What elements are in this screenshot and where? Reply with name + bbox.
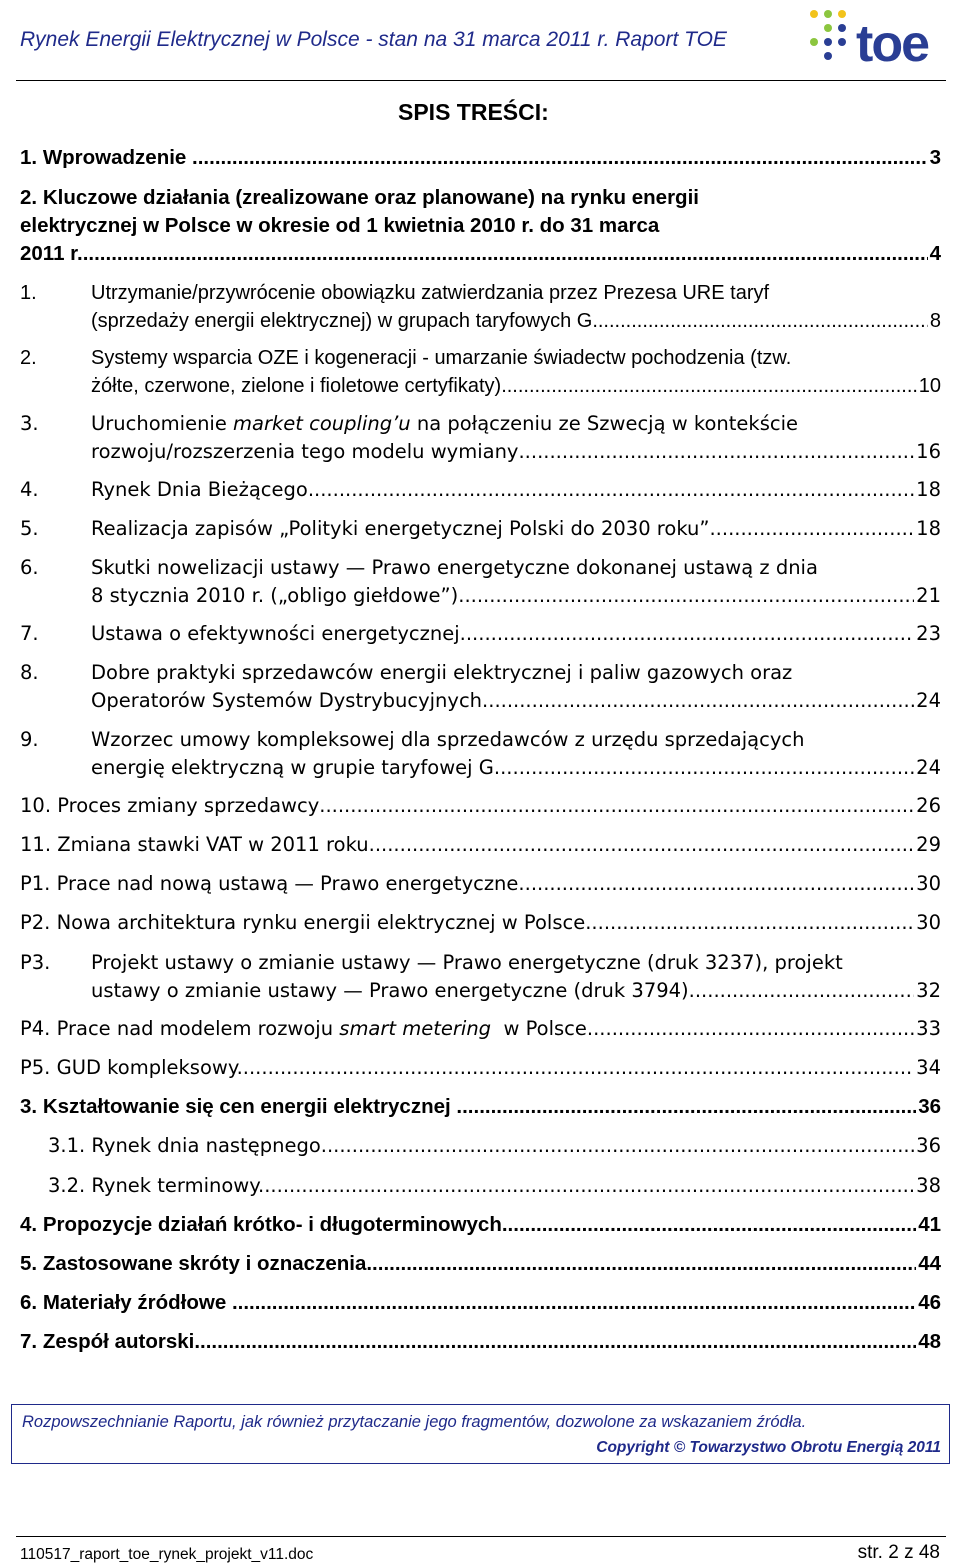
- toc-entry-number: 6.: [20, 1291, 38, 1314]
- toc-entry-number: 11.: [20, 833, 52, 856]
- toc-entry-page: 36: [918, 1095, 941, 1118]
- leader-dots: [369, 831, 915, 859]
- toc-entry-page: 41: [918, 1213, 941, 1236]
- toc-entry-label: w Polsce: [491, 1017, 587, 1040]
- toc-entry-number: 7.: [20, 622, 39, 645]
- leader-dots: [321, 1132, 914, 1160]
- toc-entry[interactable]: [20, 1132, 941, 1160]
- leader-dots: [502, 1211, 916, 1239]
- toc-entry-page: 16: [916, 440, 941, 463]
- leader-dots: [319, 792, 914, 820]
- toc-entry-label: energię elektryczną w grupie taryfowej G.: [91, 756, 501, 779]
- leader-dots: [460, 620, 915, 648]
- toc-entry-number: 1.: [20, 146, 38, 169]
- toc-entry[interactable]: [20, 831, 941, 859]
- header-title: Rynek Energii Elektrycznej w Polsce - stan na 31 marca 2011 r. Raport TOE: [20, 28, 727, 51]
- logo-dot: [824, 38, 832, 46]
- toc-entry-label: Zmiana stawki VAT w 2011 roku: [57, 833, 369, 856]
- logo-text: toe: [856, 15, 928, 73]
- toc-entry[interactable]: [20, 1289, 941, 1317]
- toc-entry-label: ustawy o zmianie ustawy — Prawo energetyczne (druk 3794).: [91, 979, 695, 1002]
- leader-dots: [518, 438, 914, 466]
- toc-entry-label: Ustawa o efektywności energetycznej: [91, 622, 460, 645]
- toc-entry-label: GUD kompleksowy.: [56, 1056, 243, 1079]
- toc-entry-number: 3.: [20, 1095, 38, 1118]
- toc-entry-page: 34: [916, 1056, 941, 1079]
- toc-entry-label: Kluczowe działania (zrealizowane oraz planowane) na rynku energii: [42, 186, 699, 209]
- toc-entry-label: Skutki nowelizacji ustawy — Prawo energetyczne dokonanej ustawą z dnia: [91, 556, 818, 579]
- toc-entry-label: Systemy wsparcia OZE i kogeneracji - umarzanie świadectw pochodzenia (tzw.: [91, 347, 792, 369]
- leader-dots: [308, 476, 914, 504]
- toc-entry-label: Wprowadzenie: [42, 146, 187, 169]
- document-filename: 110517_raport_toe_rynek_projekt_v11.doc: [20, 1546, 314, 1563]
- toc-entry-number: 2.: [20, 347, 37, 369]
- leader-dots: [192, 144, 928, 172]
- toc-entry-number: 3.1.: [48, 1134, 86, 1157]
- footer-notice-box: [11, 1404, 950, 1464]
- toc-entry-label: Rynek Dnia Bieżącego: [91, 478, 308, 501]
- toc-entry-label: na połączeniu ze Szwecją w kontekście: [410, 412, 799, 435]
- leader-dots: [243, 1054, 914, 1082]
- toc-entry-label: żółte, czerwone, zielone i fioletowe certyfikaty): [91, 375, 502, 397]
- leader-dots: [264, 1172, 914, 1200]
- toc-entry[interactable]: [20, 144, 941, 172]
- logo-dot: [810, 38, 818, 46]
- toc-entry-page: 4: [929, 242, 941, 265]
- toc-entry-label: Prace nad nową ustawą — Prawo energetyczne: [56, 872, 519, 895]
- toc-entry-number: P1.: [20, 872, 51, 895]
- toc-entry[interactable]: [20, 792, 941, 820]
- toc-entry-page: 18: [916, 517, 941, 540]
- toc-entry-label: Operatorów Systemów Dystrybucyjnych: [91, 689, 483, 712]
- leader-dots: [501, 372, 917, 400]
- toc-entry-number: 3.2.: [48, 1174, 86, 1197]
- toc-entry-number: 10.: [20, 794, 52, 817]
- toc-entry-label: elektrycznej w Polsce w okresie od 1 kwietnia 2010 r. do 31 marca: [20, 214, 660, 237]
- leader-dots: [592, 307, 928, 335]
- toc-entry[interactable]: [20, 515, 941, 543]
- toc-entry[interactable]: [20, 620, 941, 648]
- toc-entry-page: 48: [918, 1330, 941, 1353]
- leader-dots: [587, 1015, 914, 1043]
- toc-entry-label: (sprzedaży energii elektrycznej) w grupach taryfowych G: [91, 310, 593, 332]
- logo-dot: [838, 24, 846, 32]
- logo-dot: [838, 38, 846, 46]
- toc-entry[interactable]: [20, 476, 941, 504]
- leader-dots: [695, 977, 914, 1005]
- toc-entry-label-italic: smart metering: [339, 1017, 492, 1040]
- toc-entry[interactable]: [20, 554, 941, 610]
- leader-dots: [232, 1289, 916, 1317]
- toc-entry-number: 1.: [20, 282, 37, 304]
- footer-copyright: Copyright © Towarzystwo Obrotu Energią 2011: [596, 1439, 941, 1456]
- toc-entry-page: 24: [916, 689, 941, 712]
- toc-entry-page: 44: [918, 1252, 941, 1275]
- toc-entry-label: Dobre praktyki sprzedawców energii elektrycznej i paliw gazowych oraz: [91, 661, 793, 684]
- toc-entry-label: Kształtowanie się cen energii elektrycznej: [42, 1095, 451, 1118]
- logo-dot: [838, 10, 846, 18]
- toc-entry-number: 5.: [20, 1252, 38, 1275]
- toc-title: SPIS TREŚCI:: [398, 99, 549, 125]
- toc-entry-label: Realizacja zapisów „Polityki energetycznej Polski do 2030 roku”: [91, 517, 710, 540]
- toc-entry-page: 38: [916, 1174, 941, 1197]
- toc-entry-page: 24: [916, 756, 941, 779]
- toc-entry[interactable]: [20, 184, 941, 268]
- toc-entry-label: Zespół autorski: [42, 1330, 195, 1353]
- toc-entry[interactable]: [20, 909, 941, 937]
- toe-logo: [804, 4, 954, 73]
- toc-entry-number: 5.: [20, 517, 39, 540]
- logo-dot: [824, 52, 832, 60]
- leader-dots: [458, 582, 914, 610]
- logo-dot: [824, 24, 832, 32]
- toc-entry-page: 8: [929, 310, 941, 332]
- toc-entry-number: P2.: [20, 911, 51, 934]
- toc-entry[interactable]: [20, 659, 941, 715]
- toc-entry-page: 21: [916, 584, 941, 607]
- toc-entry-page: 30: [916, 872, 941, 895]
- toc-entry-label: Projekt ustawy o zmianie ustawy — Prawo energetyczne (druk 3237), projekt: [91, 951, 843, 974]
- toc-entry-page: 23: [916, 622, 941, 645]
- page-number: str. 2 z 48: [857, 1542, 940, 1563]
- leader-dots: [366, 1250, 916, 1278]
- footer-note: Rozpowszechnianie Raportu, jak również przytaczanie jego fragmentów, dozwolone za wskazaniem źródła.: [22, 1413, 807, 1431]
- toc-entry[interactable]: [20, 410, 941, 466]
- toc-entry-page: 3: [929, 146, 941, 169]
- toc-entry-label: Nowa architektura rynku energii elektrycznej w Polsce.: [56, 911, 592, 934]
- leader-dots: [500, 754, 914, 782]
- leader-dots: [456, 1093, 916, 1121]
- leader-dots: [709, 515, 914, 543]
- toc-entry-number: P4.: [20, 1017, 51, 1040]
- toc-entry-label: Propozycje działań krótko- i długoterminowych: [42, 1213, 502, 1236]
- toc-entry[interactable]: [20, 870, 941, 898]
- toc-entry-number: P5.: [20, 1056, 51, 1079]
- toc-entry-label: Rynek dnia następnego: [91, 1134, 321, 1157]
- toc-entry-number: P3.: [20, 951, 51, 974]
- toc-entry-page: 36: [916, 1134, 941, 1157]
- logo-dot: [810, 10, 818, 18]
- leader-dots: [518, 870, 914, 898]
- toc-entry-label: 8 stycznia 2010 r. („obligo giełdowe”): [91, 584, 459, 607]
- toc-entry-label: Proces zmiany sprzedawcy: [57, 794, 320, 817]
- leader-dots: [591, 909, 914, 937]
- toc-entry-number: 2.: [20, 186, 38, 209]
- toc-entry[interactable]: [20, 1211, 941, 1239]
- toc-entry-page: 26: [916, 794, 941, 817]
- toc-entry-number: 3.: [20, 412, 39, 435]
- toc-entry-label: Prace nad modelem rozwoju: [56, 1017, 340, 1040]
- toc-entry-number: 6.: [20, 556, 39, 579]
- toc-entry[interactable]: [20, 1328, 941, 1356]
- toc-entry-page: 33: [916, 1017, 941, 1040]
- toc-entry[interactable]: [20, 726, 941, 782]
- toc-entry[interactable]: [20, 1250, 941, 1278]
- toc-entry-page: 18: [916, 478, 941, 501]
- toc-entry-page: 29: [916, 833, 941, 856]
- toc-entry-label: rozwoju/rozszerzenia tego modelu wymiany: [91, 440, 519, 463]
- toc-entry[interactable]: [20, 1054, 941, 1082]
- toc-entry[interactable]: [20, 1015, 941, 1043]
- header-divider: [16, 80, 946, 81]
- toc-entry-label: Materiały źródłowe: [42, 1291, 227, 1314]
- toc-entry-label: Uruchomienie: [91, 412, 234, 435]
- logo-dot: [824, 10, 832, 18]
- toc-entry-label: 2011 r.: [20, 242, 83, 265]
- toc-entry-page: 46: [918, 1291, 941, 1314]
- leader-dots: [83, 240, 928, 268]
- toc-entry-number: 7.: [20, 1330, 38, 1353]
- footer-divider: [16, 1536, 946, 1537]
- toc-entry-page: 30: [916, 911, 941, 934]
- toc-entry-label: Zastosowane skróty i oznaczenia: [42, 1252, 367, 1275]
- toc-entry-number: 4.: [20, 478, 39, 501]
- toc-entry-label: Rynek terminowy.: [91, 1174, 265, 1197]
- leader-dots: [194, 1328, 916, 1356]
- toc-entry-page: 32: [916, 979, 941, 1002]
- toc-entry-label: Wzorzec umowy kompleksowej dla sprzedawców z urzędu sprzedających: [91, 728, 805, 751]
- toc-entry-number: 8.: [20, 661, 39, 684]
- toc-entry-number: 4.: [20, 1213, 38, 1236]
- leader-dots: [482, 687, 914, 715]
- toc-entry[interactable]: [20, 344, 941, 400]
- toc-entry-page: 10: [918, 375, 941, 397]
- toc-entry[interactable]: [20, 1093, 941, 1121]
- toc-entry-label-italic: market coupling’u: [233, 412, 411, 435]
- toc-entry-number: 9.: [20, 728, 39, 751]
- toc-entry[interactable]: [20, 949, 941, 1005]
- toc-entry[interactable]: [20, 279, 941, 335]
- toc-entry-label: Utrzymanie/przywrócenie obowiązku zatwierdzania przez Prezesa URE taryf: [91, 282, 770, 304]
- toc-entry[interactable]: [20, 1172, 941, 1200]
